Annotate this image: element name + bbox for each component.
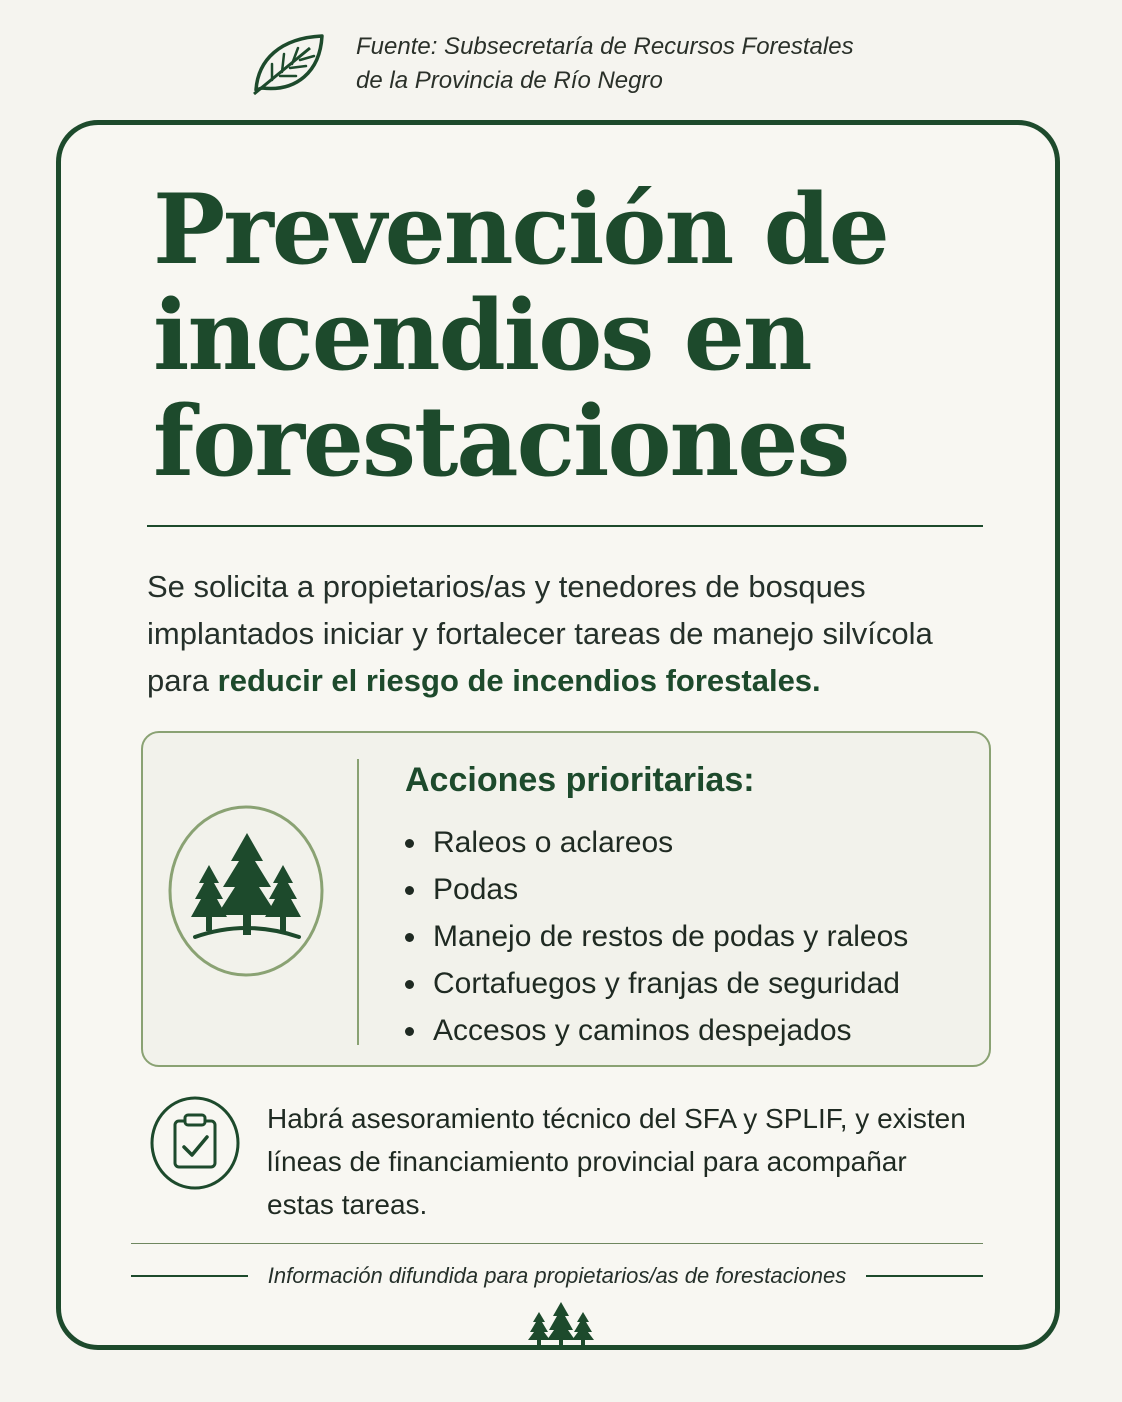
footer: [131, 1263, 983, 1289]
footer-divider: [131, 1243, 983, 1244]
footer-line-right: [866, 1275, 983, 1277]
source-text: [356, 30, 854, 98]
priority-actions-box: [141, 731, 991, 1067]
title-line-2: incendios en: [153, 279, 811, 392]
source-header: [250, 30, 854, 98]
actions-divider: [357, 759, 359, 1045]
leaf-icon: [250, 32, 328, 96]
trees-icon: [525, 1300, 597, 1346]
actions-title: Acciones prioritarias:: [405, 761, 755, 799]
action-item: Accesos y caminos despejados: [405, 1007, 908, 1054]
source-line-2: de la Provincia de Río Negro: [356, 67, 663, 94]
action-item: Raleos o aclareos: [405, 819, 908, 866]
intro-text: Se solicita a propietarios/as y tenedores de bosques implantados iniciar y fortalecer tareas de manejo silvícola para: [147, 569, 933, 698]
source-line-1: Fuente: Subsecretaría de Recursos Forestales: [356, 33, 854, 60]
title-line-1: Prevención de: [153, 173, 888, 286]
info-card: [56, 120, 1060, 1350]
page-title: [153, 173, 888, 498]
title-divider: [147, 525, 983, 527]
intro-paragraph: [147, 563, 997, 704]
action-item: Podas: [405, 866, 908, 913]
support-text: Habrá asesoramiento técnico del SFA y SPLIF, y existen líneas de financiamiento provincial para acompañar estas tareas.: [267, 1103, 966, 1220]
intro-highlight: reducir el riesgo de incendios forestales.: [217, 663, 821, 698]
trees-icon: [167, 803, 325, 979]
footer-text: Información difundida para propietarios/as de forestaciones: [267, 1263, 847, 1288]
action-item: Cortafuegos y franjas de seguridad: [405, 960, 908, 1007]
footer-line-left: [131, 1275, 248, 1277]
title-line-3: forestaciones: [153, 385, 849, 498]
support-section: [149, 1095, 989, 1225]
action-item: Manejo de restos de podas y raleos: [405, 913, 908, 960]
actions-list: [405, 819, 908, 1054]
clipboard-check-icon: [149, 1095, 241, 1191]
